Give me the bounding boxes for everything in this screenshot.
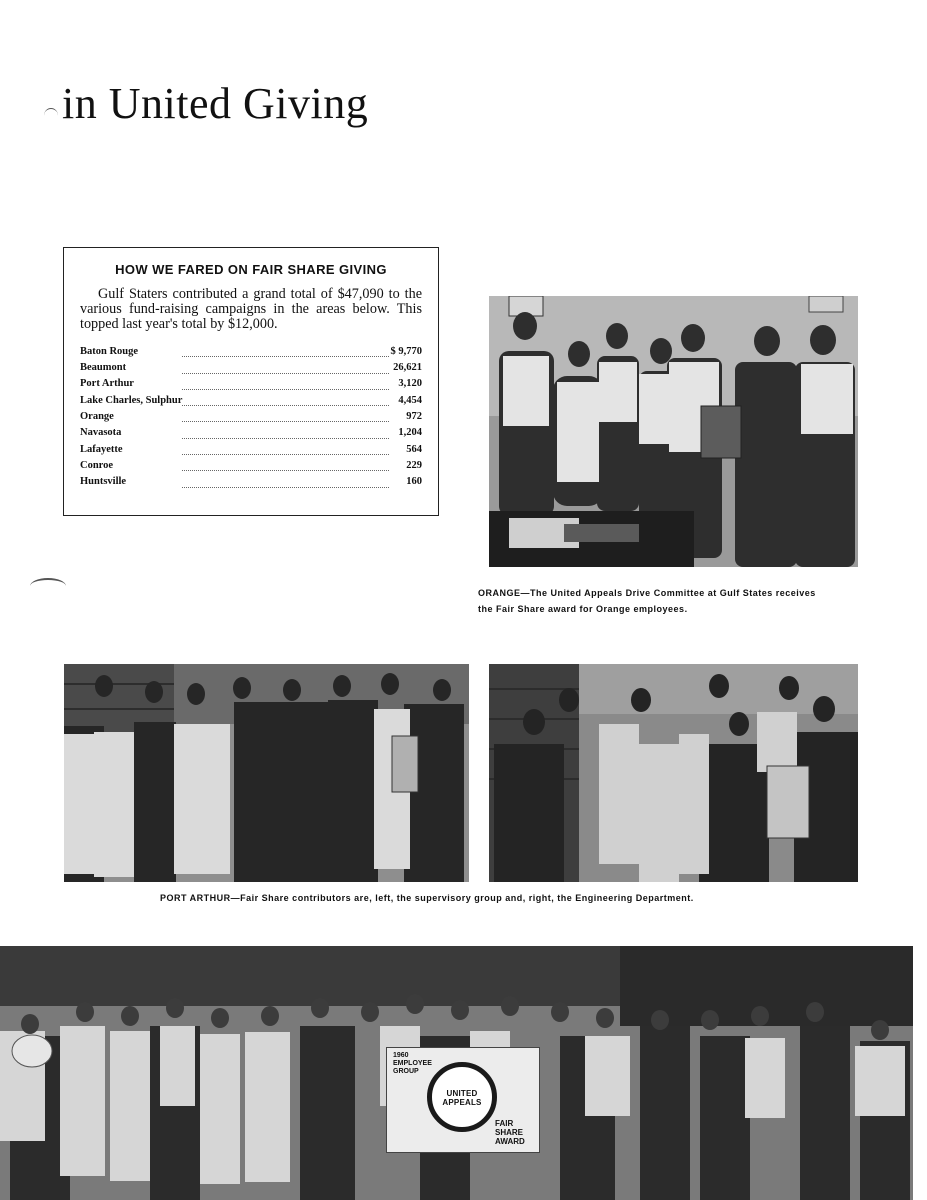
area-name: Conroe	[80, 459, 114, 471]
fair-share-row	[80, 373, 422, 389]
page-corner-mark	[44, 108, 58, 123]
orange-committee-photo	[489, 296, 858, 567]
area-amount: 564	[406, 443, 422, 455]
fair-share-row	[80, 357, 422, 373]
area-name: Beaumont	[80, 362, 127, 374]
area-amount: 4,454	[398, 394, 422, 406]
leader-dots	[182, 422, 388, 438]
page-headline: in United Giving	[62, 79, 369, 128]
fair-share-row	[80, 389, 422, 405]
area-amount: 972	[406, 410, 422, 422]
banner-year-group: 1960 EMPLOYEE GROUP	[393, 1052, 432, 1075]
leader-dots	[182, 455, 388, 471]
area-name: Lafayette	[80, 443, 123, 455]
fair-share-row	[80, 471, 422, 487]
orange-caption-line2: the Fair Share award for Orange employees.	[478, 604, 688, 614]
fair-share-row	[80, 422, 422, 438]
leader-dots	[182, 406, 388, 422]
fair-share-intro: Gulf Staters contributed a grand total of $47,090 to the various fund-raising campaigns in the areas below. This topped last year's total by $12,000.	[80, 286, 422, 332]
area-name: Port Arthur	[80, 378, 134, 390]
fair-share-row	[80, 341, 422, 357]
orange-caption	[478, 585, 868, 617]
fair-share-box	[63, 247, 439, 516]
leader-dots	[182, 389, 388, 405]
fair-share-row	[80, 406, 422, 422]
leader-dots	[182, 471, 388, 487]
port-arthur-engineering-photo	[489, 664, 858, 882]
area-name: Orange	[80, 410, 114, 422]
leader-dots	[182, 357, 388, 373]
area-name: Navasota	[80, 427, 122, 439]
area-name: Lake Charles, Sulphur	[80, 394, 183, 406]
leader-dots	[182, 373, 388, 389]
united-appeals-emblem	[427, 1062, 497, 1132]
leader-dots	[182, 438, 388, 454]
area-amount: 26,621	[393, 362, 422, 374]
leader-dots	[182, 341, 388, 357]
area-name: Huntsville	[80, 476, 127, 488]
fair-share-award-banner	[386, 1047, 540, 1153]
area-name: Baton Rouge	[80, 345, 139, 357]
area-amount: 3,120	[398, 378, 422, 390]
port-arthur-caption: PORT ARTHUR—Fair Share contributors are, left, the supervisory group and, right, the Engineering Department.	[160, 893, 694, 903]
fair-share-row	[80, 455, 422, 471]
fair-share-table	[80, 341, 422, 488]
area-amount: 160	[406, 476, 422, 488]
area-amount: 229	[406, 459, 422, 471]
binder-hole-mark	[30, 578, 66, 594]
fair-share-row	[80, 438, 422, 454]
banner-award-label: FAIR SHARE AWARD	[495, 1119, 525, 1146]
fair-share-box-title: HOW WE FARED ON FAIR SHARE GIVING	[115, 262, 387, 277]
area-amount: $ 9,770	[390, 345, 422, 357]
united-appeals-label: UNITED APPEALS	[442, 1089, 482, 1107]
area-amount: 1,204	[398, 427, 422, 439]
orange-caption-line1: ORANGE—The United Appeals Drive Committee at Gulf States receives	[478, 588, 816, 598]
port-arthur-supervisory-photo	[64, 664, 469, 882]
